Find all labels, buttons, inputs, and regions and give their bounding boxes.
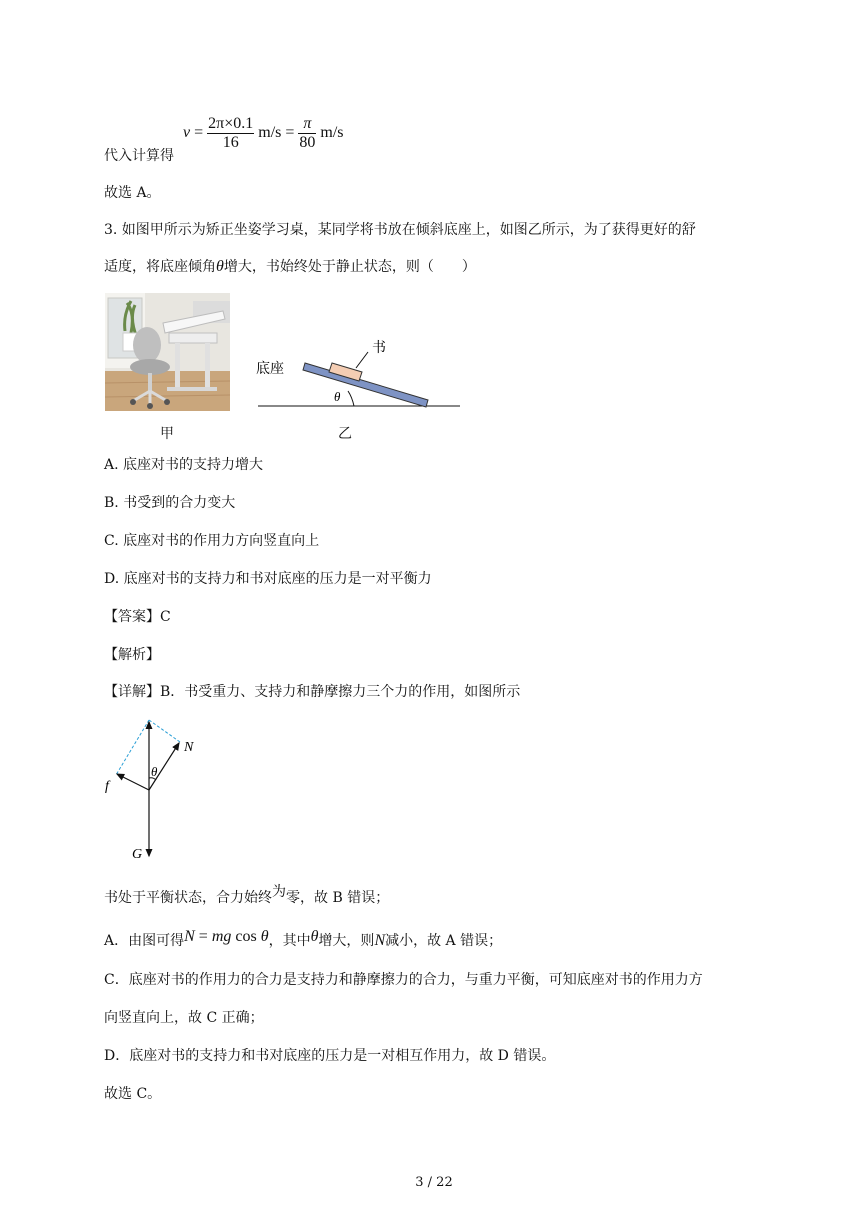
explain-c-line-2: 向竖直向上，故 C 正确； <box>104 1010 264 1026</box>
calc-lhs: v <box>183 124 191 142</box>
force-dashed-1 <box>116 720 149 775</box>
previous-choice: 故选 A。 <box>104 185 161 201</box>
question-theta: θ <box>216 258 224 275</box>
question-line-1: 3. 如图甲所示为矫正坐姿学习桌，某同学将书放在倾斜底座上，如图乙所示，为了获得更好的舒 <box>104 222 696 238</box>
explain-c-line-1: C．底座对书的作用力的合力是支持力和静摩擦力的合力，与重力平衡，可知底座对书的作用力方 <box>104 972 703 988</box>
label-force-theta: θ <box>151 764 158 779</box>
label-G: G <box>132 847 143 862</box>
explain-d: D．底座对书的支持力和书对底座的压力是一对相互作用力，故 D 错误。 <box>104 1048 556 1064</box>
book-leader-line <box>356 352 368 368</box>
explain-b-raised: 为 <box>272 884 286 900</box>
label-book: 书 <box>372 340 386 356</box>
calc-num1: 2π×0.1 <box>208 115 254 132</box>
page-number: 3 / 22 <box>415 1175 453 1190</box>
option-b: B. 书受到的合力变大 <box>104 495 236 511</box>
explain-b-1: 书处于平衡状态，合力始终 <box>104 890 272 906</box>
detail-line: 【详解】B．书受重力、支持力和静摩擦力三个力的作用，如图所示 <box>104 684 521 700</box>
incline-base <box>303 363 428 407</box>
incline-diagram <box>250 330 465 415</box>
force-dashed-2 <box>149 720 180 742</box>
option-c: C. 底座对书的作用力方向竖直向上 <box>104 533 320 549</box>
explain-a-theta: θ <box>310 928 319 945</box>
final-choice: 故选 C。 <box>104 1086 162 1102</box>
analysis-title: 【解析】 <box>104 647 160 663</box>
explain-a-1: A．由图可得 <box>104 933 185 949</box>
explain-a-2: ，其中 <box>268 933 311 949</box>
calc-den1: 16 <box>222 134 239 151</box>
formula-mg: mg <box>211 928 232 945</box>
question-line-2 <box>104 257 476 277</box>
explain-a-3: 增大，则 <box>318 933 375 949</box>
diagram-caption: 乙 <box>338 426 352 442</box>
calc-unit2: m/s <box>320 124 344 142</box>
force-diagram <box>100 712 210 864</box>
calc-den2: 80 <box>299 134 316 151</box>
answer: 【答案】C <box>104 609 171 625</box>
theta-arc <box>348 391 354 406</box>
explain-a-4: 减小，故 A 错误； <box>385 933 503 949</box>
calc-frac2 <box>298 115 316 152</box>
explain-a <box>104 928 503 951</box>
formula-theta: θ <box>260 928 269 945</box>
photo-caption: 甲 <box>160 426 174 442</box>
desk-photo <box>105 293 230 411</box>
formula-cos: cos <box>231 928 261 945</box>
explain-a-formula <box>184 928 268 945</box>
label-f: f <box>105 779 109 794</box>
calc-prefix: 代入计算得 <box>104 148 174 164</box>
explain-a-N: N <box>374 932 386 949</box>
question-line-2-a: 适度，将底座倾角 <box>104 259 216 275</box>
label-N: N <box>184 740 194 755</box>
explain-b-2: 零，故 B 错误； <box>286 890 390 906</box>
calc-frac1 <box>207 115 254 152</box>
friction-arrow <box>117 774 149 790</box>
question-line-2-b: 增大，书始终处于静止状态，则（ ） <box>223 259 476 275</box>
calc-eq1: = <box>194 124 204 142</box>
calc-eq2: = <box>285 124 295 142</box>
calc-formula <box>183 115 344 152</box>
formula-N: N <box>184 928 195 945</box>
calc-num2: π <box>298 115 316 134</box>
option-d: D. 底座对书的支持力和书对底座的压力是一对平衡力 <box>104 571 432 587</box>
calc-unit1: m/s <box>258 124 282 142</box>
explain-b <box>104 884 390 908</box>
option-a: A. 底座对书的支持力增大 <box>104 457 264 473</box>
formula-eq: = <box>194 928 212 945</box>
label-base: 底座 <box>256 361 284 377</box>
label-theta: θ <box>334 389 341 404</box>
